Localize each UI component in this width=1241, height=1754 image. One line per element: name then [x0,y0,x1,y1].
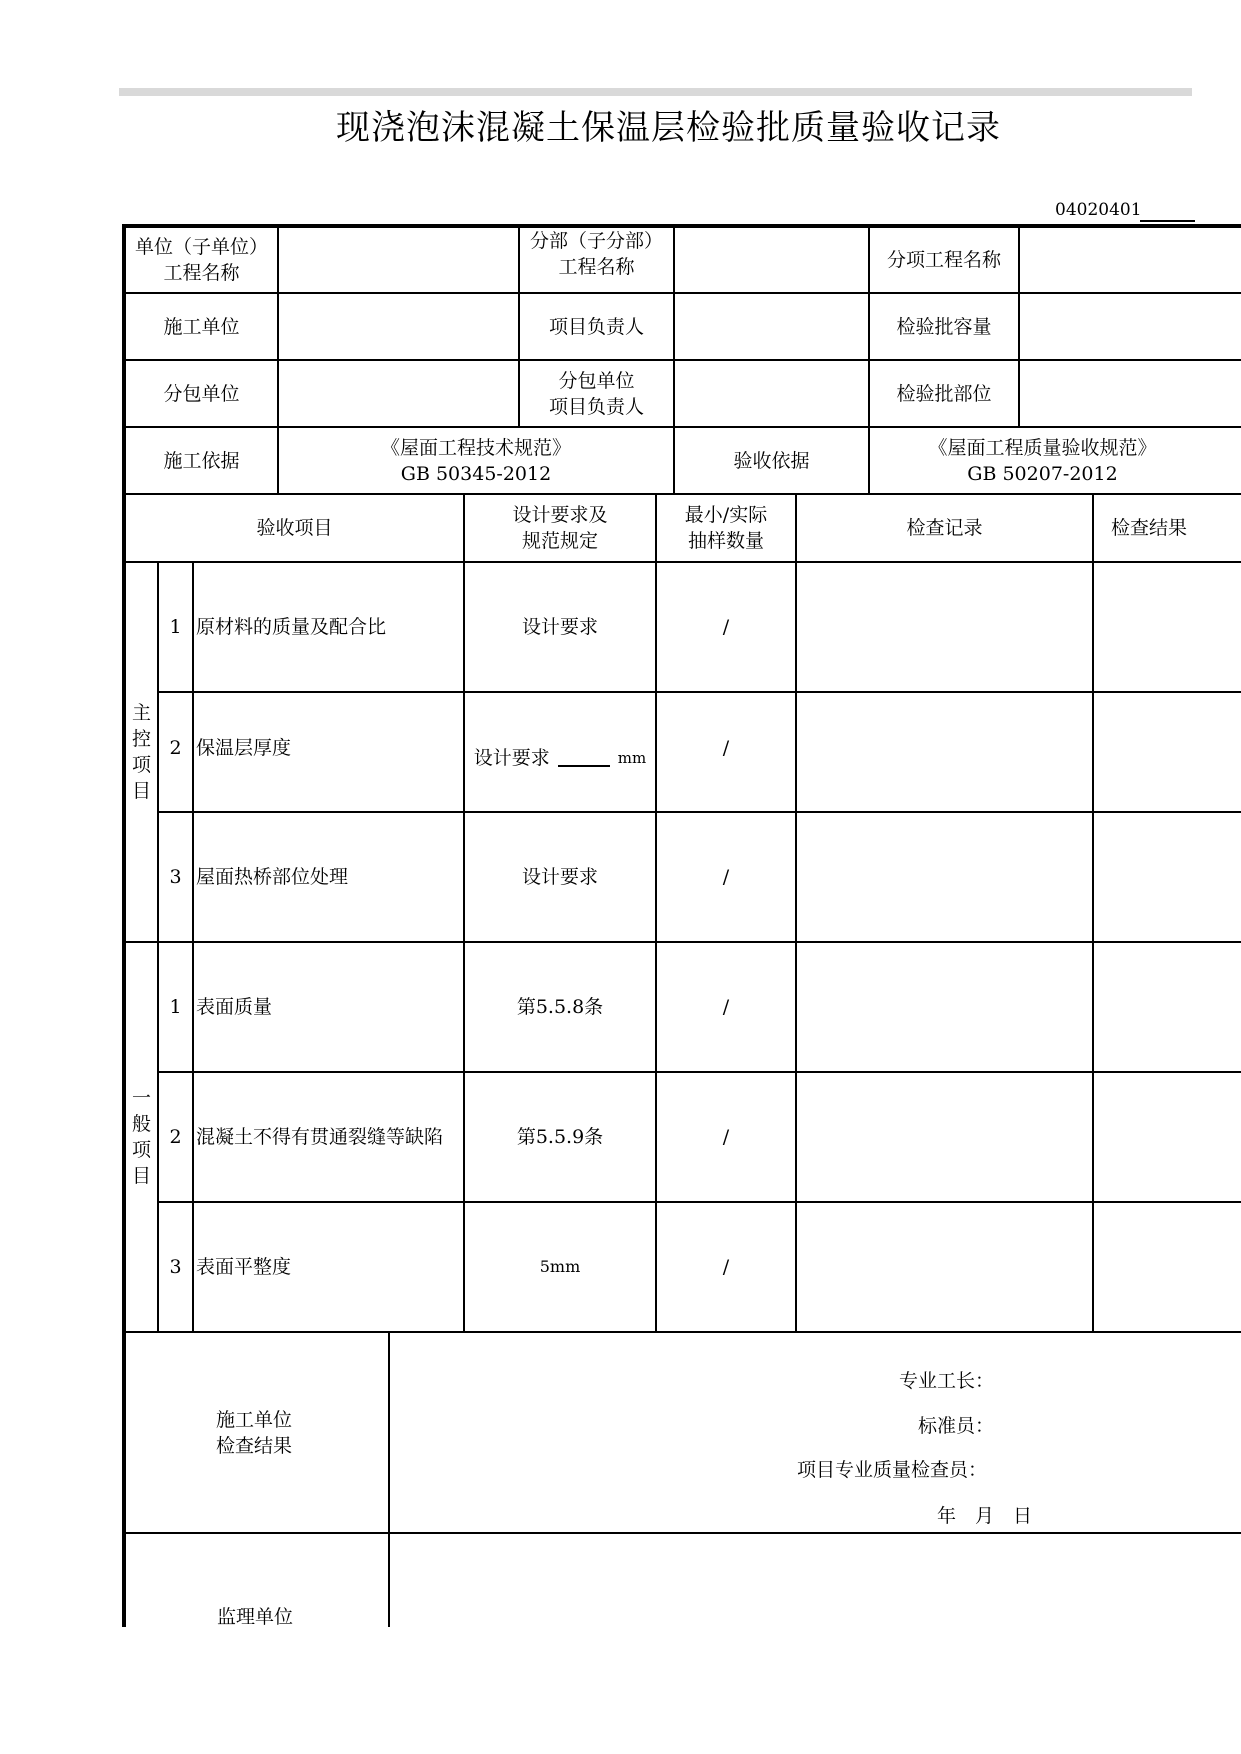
general-row-2-item: 混凝土不得有贯通裂缝等缺陷 [196,1126,444,1148]
general-row-3-sample: / [722,1256,730,1278]
acceptance-basis-label: 验收依据 [733,449,810,472]
thickness-unit: mm [617,749,647,767]
subcontractor-value[interactable] [279,361,518,426]
general-row-1-no: 1 [169,996,182,1018]
main-row-1-sample: / [722,616,730,638]
general-row-3-requirement: 5mm [539,1257,581,1276]
general-row-2-sample: / [722,1126,730,1148]
sub-manager-value[interactable] [675,361,868,426]
acceptance-basis-value: 《屋面工程质量验收规范》 GB 50207-2012 [928,436,1157,485]
main-row-2-sample: / [722,737,730,759]
construction-basis-value: 《屋面工程技术规范》 GB 50345-2012 [380,436,571,485]
contractor-check-date: 年 月 日 [937,1505,1033,1527]
general-row-1-item: 表面质量 [196,996,273,1018]
main-row-3-no: 3 [169,866,182,888]
main-row-2-item: 保温层厚度 [196,737,292,759]
general-row-2-requirement: 第5.5.9条 [516,1126,604,1148]
row-line [122,1532,1241,1534]
unit-project-value[interactable] [279,228,518,292]
quality-inspector-signature-label: 项目专业质量检查员： [797,1459,988,1481]
item-project-label: 分项工程名称 [886,249,1001,271]
project-manager-value[interactable] [675,294,868,359]
main-row-3-requirement: 设计要求 [521,866,598,888]
foreman-signature-label: 专业工长： [899,1370,995,1392]
batch-location-value[interactable] [1020,361,1241,426]
main-row-2-requirement-text: 设计要求 [473,747,550,769]
main-row-3-result[interactable] [1094,813,1241,941]
col-header-item: 验收项目 [256,517,333,539]
general-row-2-no: 2 [169,1126,182,1148]
main-row-1-item: 原材料的质量及配合比 [196,616,387,638]
col-header-sample: 最小/实际 抽样数量 [684,504,768,552]
project-manager-label: 项目负责人 [548,315,644,338]
general-row-1-record[interactable] [797,943,1092,1071]
general-row-2-result[interactable] [1094,1073,1241,1201]
contractor-value[interactable] [279,294,518,359]
unit-project-label: 单位（子单位） 工程名称 [134,236,268,284]
general-row-1-sample: / [722,996,730,1018]
general-row-3-record[interactable] [797,1203,1092,1331]
construction-basis-label: 施工依据 [163,449,240,472]
general-row-3-item: 表面平整度 [196,1256,292,1278]
general-row-1-requirement: 第5.5.8条 [516,996,604,1018]
col-header-requirement: 设计要求及 规范规定 [512,504,608,552]
sub-manager-label: 分包单位 项目负责人 [548,369,644,418]
main-row-1-requirement: 设计要求 [521,616,598,638]
contractor-label: 施工单位 [163,315,240,338]
col-header-result: 检查结果 [1111,517,1188,539]
general-group-label: 一 般 项 目 [131,1087,151,1187]
main-row-2-record[interactable] [797,693,1092,811]
col-header-record: 检查记录 [906,517,983,539]
record-code: 04020401 [1055,200,1142,220]
main-row-3-item: 屋面热桥部位处理 [196,866,349,888]
contractor-check-label: 施工单位 检查结果 [216,1408,293,1457]
batch-capacity-value[interactable] [1020,294,1241,359]
main-row-1-no: 1 [169,616,182,638]
main-row-2-result[interactable] [1094,693,1241,811]
standard-officer-signature-label: 标准员： [918,1415,995,1437]
subcontractor-label: 分包单位 [163,382,240,405]
general-row-1-result[interactable] [1094,943,1241,1071]
main-row-2-no: 2 [169,737,182,759]
main-row-3-record[interactable] [797,813,1092,941]
item-project-value[interactable] [1020,228,1241,292]
main-row-1-result[interactable] [1094,563,1241,691]
batch-capacity-label: 检验批容量 [896,315,992,338]
general-row-3-result[interactable] [1094,1203,1241,1331]
main-row-2-requirement [465,693,655,811]
page-title: 现浇泡沫混凝土保温层检验批质量验收记录 [336,108,1001,148]
general-row-2-record[interactable] [797,1073,1092,1201]
col-line [388,1331,390,1627]
supervisor-label: 监理单位 [217,1606,294,1628]
general-row-3-no: 3 [169,1256,182,1278]
sub-project-value[interactable] [675,228,868,292]
thickness-blank[interactable] [558,749,610,767]
sub-project-label: 分部（子分部） 工程名称 [529,230,663,278]
batch-location-label: 检验批部位 [896,382,992,405]
main-row-1-record[interactable] [797,563,1092,691]
main-row-3-sample: / [722,866,730,888]
main-control-group-label: 主 控 项 目 [131,702,151,802]
